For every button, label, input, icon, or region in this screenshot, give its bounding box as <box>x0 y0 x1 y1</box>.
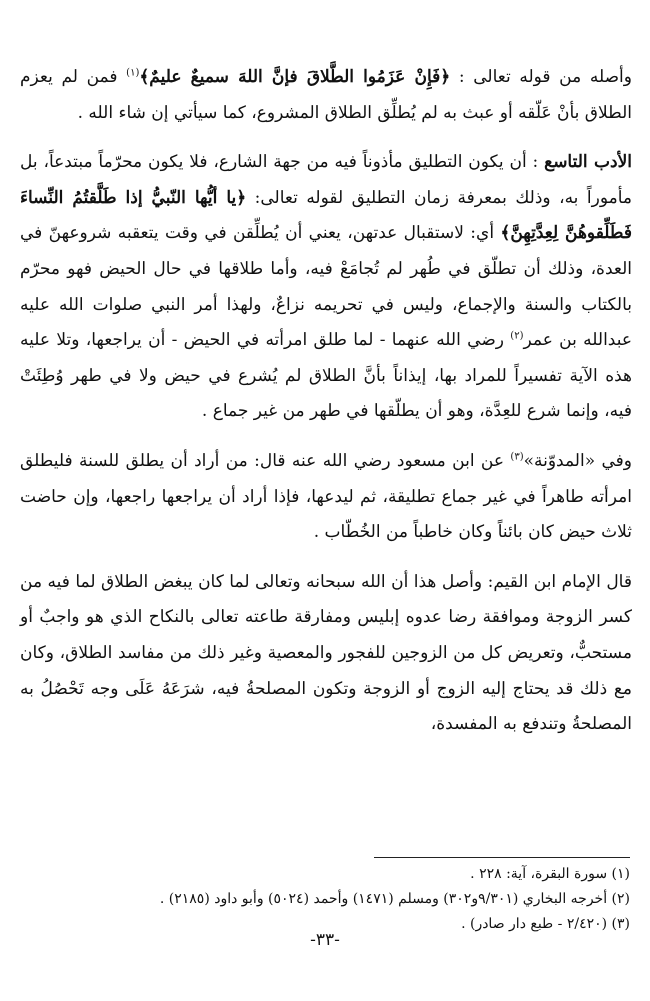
text-segment: قال الإمام ابن القيم: وأصل هذا أن الله سبحانه وتعالى لما كان يبغض الطلاق لما فيه من كسر الزوجة وموافقة رضا عدوه إبليس ومفارقة طاعته تعالى بالنكاح الذي هو واجبٌ أو مستحبٌّ، وتعريض كل من الزوجين للفجور والمعصية وغير ذلك من مفاسد الطلاق، وكان مع ذلك قد يحتاج إليه الزوج أو الزوجة وتكون المصلحةُ فيه، شرَعَهُ عَلَى وجه تَحْصُلُ به المصلحةُ وتندفع به المفسدة، <box>20 571 632 735</box>
text-segment: عن ابن مسعود رضي الله عنه قال: من أراد أن يطلق للسنة فليطلق امرأته طاهراً في غير جماع تطليقة، ثم ليدعها، فإذا أراد أن يراجعها راجعها، وإن حاضت ثلاث حيض كان بائناً وكان خاطباً من الخُطّاب . <box>20 450 632 543</box>
text-segment: رضي الله عنهما - لما طلق امرأته في الحيض - أن يراجعها، وتلا عليه هذه الآية تفسيراً للمراد بها، إيذاناً بأنَّ الطلاق لم يُشرع في حيض ولا في طهر وُطِئَتْ فيه، وإنما شرع للعِدَّة، وهو أن يطلّقها في طهر من غير جماع . <box>20 330 632 422</box>
paragraph-2 <box>20 145 632 430</box>
footnote-marker: (٣) <box>510 451 524 463</box>
section-heading: الأدب التاسع <box>544 152 632 173</box>
footnotes <box>18 862 630 937</box>
page-body <box>20 60 632 743</box>
text-segment: : أن يكون التطليق مأذوناً فيه من جهة الشارع، فلا يكون محرّماً مبتدعاً، بل مأموراً به، وذلك بمعرفة زمان التطليق لقوله تعالى: <box>20 152 632 208</box>
quran-quote: ﴿يا أيُّها النّبيُّ إذا طَلَّقتُمُ النِّساءَ فَطَلِّقوهُنَّ لِعِدَّتِهِنَّ﴾ <box>20 187 632 244</box>
footnote-3: (٣) (٢/٤٢٠ - طبع دار صادر) . <box>461 916 630 932</box>
footnote-marker: (٢) <box>510 330 524 342</box>
paragraph-4 <box>20 565 632 743</box>
paragraph-1 <box>20 60 632 131</box>
paragraph-3 <box>20 444 632 551</box>
quran-quote: ﴿فَإِنْ عَزَمُوا الطَّلاقَ فإنَّ اللهَ سميعٌ عليمٌ﴾ <box>139 67 451 87</box>
text-segment: وأصله من قوله تعالى : <box>450 67 632 87</box>
footnote-marker: (١) <box>126 67 140 79</box>
text-segment: فمن لم يعزم الطلاق بأنْ عَلّقه أو عبث به لم يُطلِّق الطلاق المشروع، كما سيأتي إن شاء الله . <box>20 67 632 123</box>
footnote-divider <box>374 857 630 858</box>
text-segment: وفي «المدوّنة» <box>523 450 632 471</box>
text-segment: أي: لاستقبال عدتهن، يعني أن يُطلِّقن في وقت يتعقبه شروعهنّ في العدة، وذلك أن تطلّق في طُهر لم تُجامَعْ فيه، وأما طلاقها في حال الحيض فهو محرّم بالكتاب والسنة والإجماع، وليس في تحريمه نزاعٌ، ولهذا أمر النبي صلوات الله عليه عبدالله بن عمر <box>20 223 632 351</box>
footnote-2: (٢) أخرجه البخاري (٩/٣٠١و٣٠٢) ومسلم (١٤٧١) وأحمد (٥٠٢٤) وأبو داود (٢١٨٥) . <box>159 891 630 907</box>
footnote-1: (١) سورة البقرة، آية: ٢٢٨ . <box>470 866 630 882</box>
page-number: -٣٣- <box>310 930 340 950</box>
